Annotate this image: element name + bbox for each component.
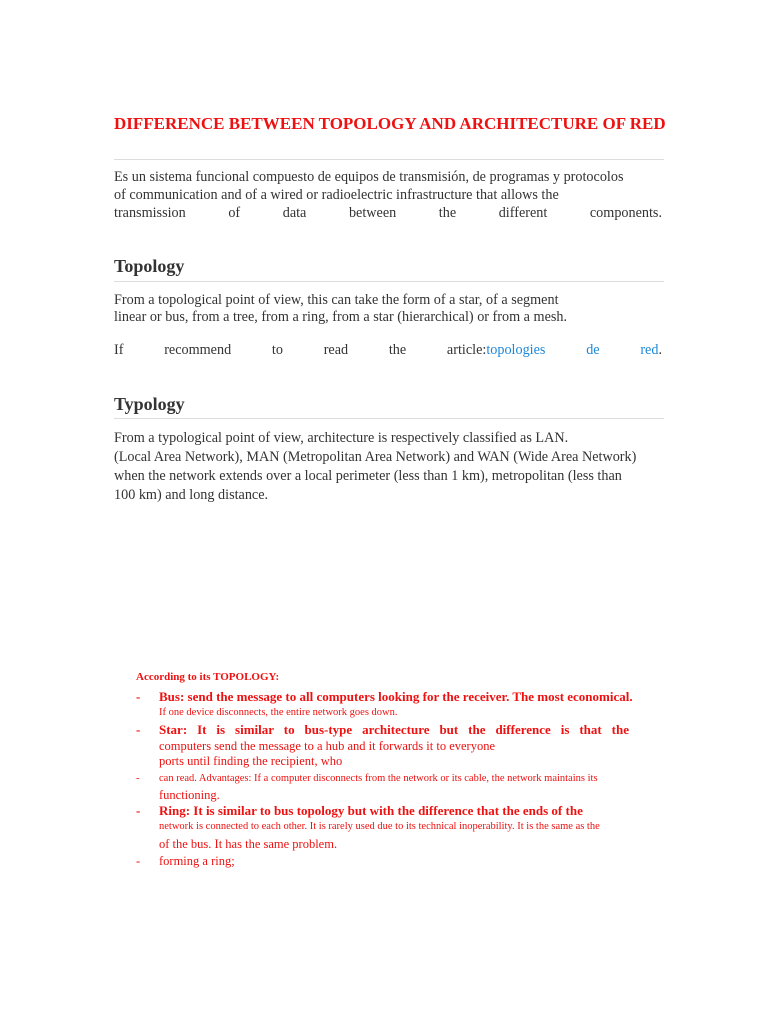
ring-line-2: network is connected to each other. It is rarely used due to its technical inoperability. It is the same as the	[159, 821, 600, 832]
topology-divider	[114, 281, 664, 282]
typology-line-2: (Local Area Network), MAN (Metropolitan Area Network) and WAN (Wide Area Network)	[114, 449, 637, 465]
recommend-paragraph	[114, 341, 662, 360]
bus-note: If one device disconnects, the entire network goes down.	[159, 707, 398, 718]
recommend-prefix: If recommend to read the article:	[114, 342, 487, 358]
typology-line-4: 100 km) and long distance.	[114, 487, 269, 503]
star-line-5: functioning.	[159, 788, 220, 802]
ring-line-3: of the bus. It has the same problem.	[159, 837, 338, 851]
bullet-dash: -	[136, 722, 141, 737]
typology-line-3: when the network extends over a local perimeter (less than 1 km), metropolitan (less than	[114, 468, 622, 484]
intro-line-2: of communication and of a wired or radioelectric infrastructure that allows the	[114, 187, 559, 203]
page-title: DIFFERENCE BETWEEN TOPOLOGY AND ARCHITECTURE OF RED	[114, 114, 666, 133]
title-divider	[114, 159, 664, 160]
topology-line-2: linear or bus, from a tree, from a ring, from a star (hierarchical) or from a mesh.	[114, 309, 568, 325]
bullet-dash: -	[136, 773, 140, 784]
star-line-3: ports until finding the recipient, who	[159, 754, 343, 768]
typology-heading: Typology	[114, 394, 185, 414]
topology-line-1: From a topological point of view, this can take the form of a star, of a segment	[114, 292, 559, 308]
intro-line-1: Es un sistema funcional compuesto de equipos de transmisión, de programas y protocolos	[114, 169, 624, 185]
typology-line-1: From a typological point of view, architecture is respectively classified as LAN.	[114, 430, 569, 446]
topology-heading: Topology	[114, 256, 185, 276]
typology-divider	[114, 418, 664, 419]
bullet-dash: -	[136, 854, 141, 868]
topologies-link[interactable]: topologies de red	[486, 342, 659, 358]
ring-line-4: forming a ring;	[159, 854, 235, 868]
recommend-suffix: .	[658, 342, 662, 358]
bus-title: Bus: send the message to all computers looking for the receiver. The most economical.	[159, 689, 633, 704]
star-line-2: computers send the message to a hub and it forwards it to everyone	[159, 739, 496, 753]
bullet-dash: -	[136, 689, 141, 704]
star-line-4: can read. Advantages: If a computer disconnects from the network or its cable, the network maintains its	[159, 773, 598, 784]
bullet-dash: -	[136, 803, 141, 818]
ring-title: Ring: It is similar to bus topology but with the difference that the ends of the	[159, 803, 583, 818]
star-title: Star: It is similar to bus-type architecture but the difference is that the	[159, 722, 629, 737]
list-heading: According to its TOPOLOGY:	[136, 671, 280, 683]
intro-line-3: transmission of data between the different components.	[114, 205, 662, 221]
